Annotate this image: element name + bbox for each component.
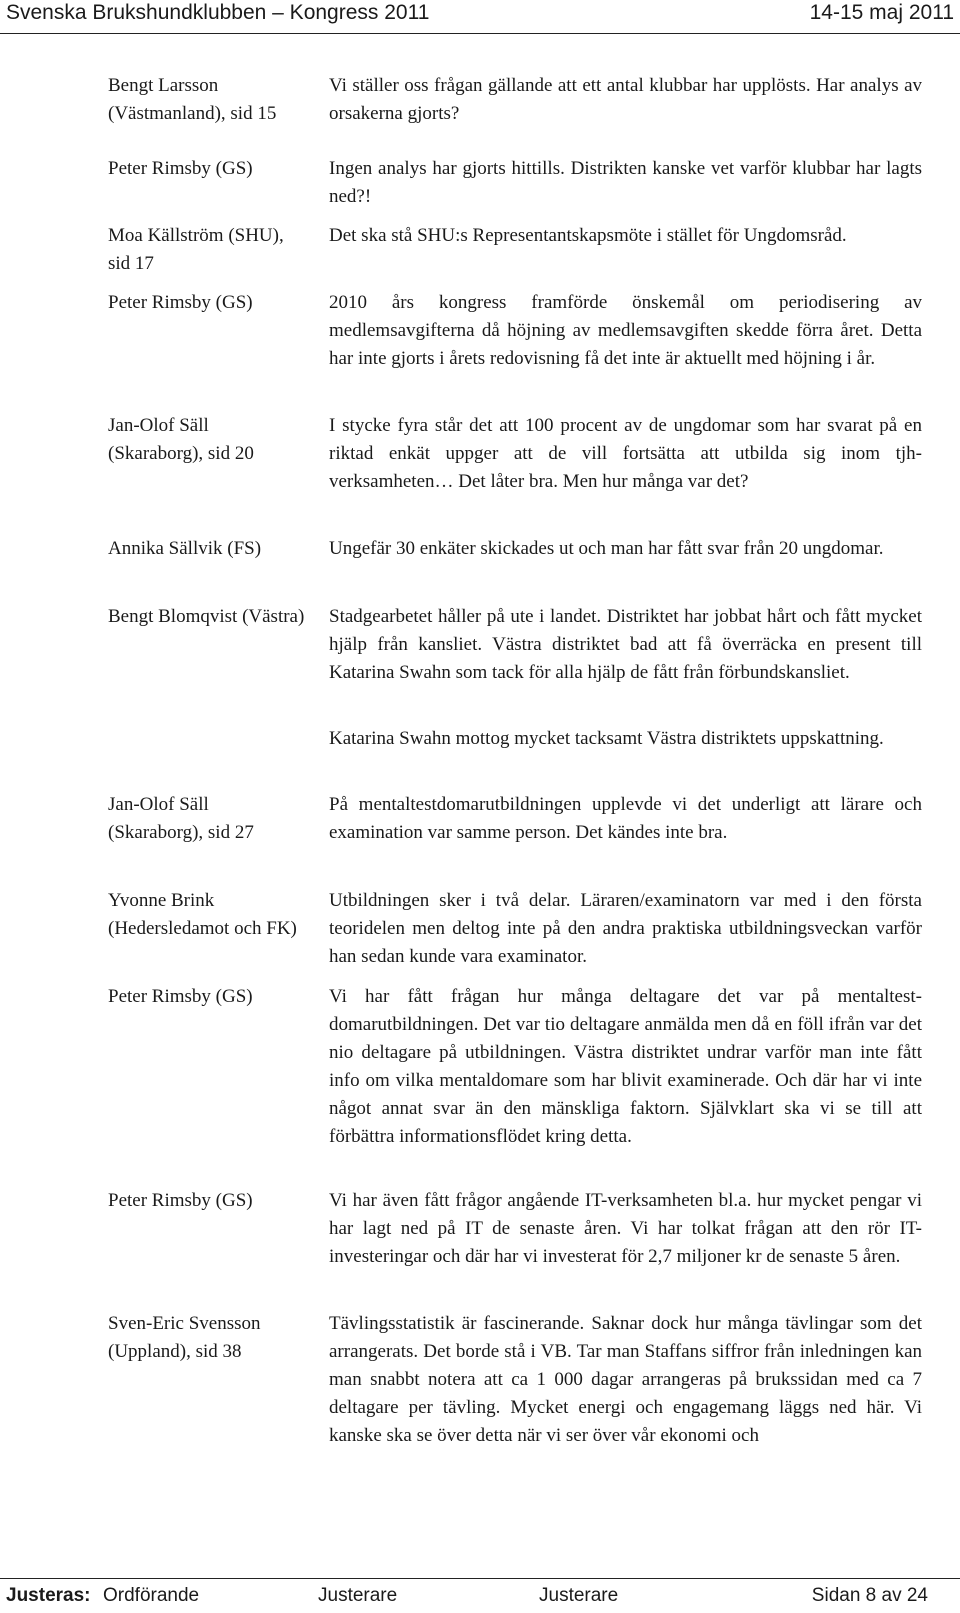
speaker-name: Bengt Larsson (Västmanland), sid 15 (108, 75, 277, 124)
entry-text: Ingen analys har gjorts hittills. Distrikten kanske vet varför klubbar har lagts ned?! (329, 158, 922, 207)
entry-text: Det ska stå SHU:s Representantskapsmöte i stället för Ungdomsråd. (329, 225, 847, 246)
header-divider (0, 33, 960, 34)
entry-text: På mentaltestdomarutbildningen upplevde vi det underligt att lärare och examination var samme person. Det kändes inte bra. (329, 794, 922, 843)
speaker-name: Jan-Olof Säll (Skaraborg), sid 27 (108, 794, 254, 843)
speaker-name: Moa Källström (SHU), sid 17 (108, 225, 284, 274)
speaker-name: Peter Rimsby (GS) (108, 158, 253, 179)
page-footer (0, 1585, 960, 1613)
speaker-name: Yvonne Brink (Hedersledamot och FK) (108, 890, 297, 939)
entry-text: Ungefär 30 enkäter skickades ut och man har fått svar från 20 ungdomar. (329, 538, 884, 559)
footer-ordforande: Ordförande (103, 1585, 200, 1606)
entry-text: Vi har även fått frågor angående IT-verksamheten bl.a. hur mycket pengar vi har lagt ned på IT de senaste åren. Vi har tolkat frågan att den rör IT-investeringar och där har vi investerat för 2,7 miljoner kr de senaste 5 åren. (329, 1190, 922, 1267)
header-title: Svenska Brukshundklubben – Kongress 2011 (6, 1, 430, 24)
speaker-name: Jan-Olof Säll (Skaraborg), sid 20 (108, 415, 254, 464)
footer-justerare-2: Justerare (539, 1585, 619, 1606)
entry-text: Tävlingsstatistik är fascinerande. Saknar dock hur många tävlingar som det arrangerats. Det borde stå i VB. Tar man Staffans siffror från inledningen kan man snabbt notera att ca 1 000 dagar arrangeras på brukssidan med ca 7 deltagare per tävling. Mycket energi och engagemang läggs ned här. Vi kanske ska se över detta när vi ser över vår ekonomi och (329, 1313, 922, 1446)
entry-text: Stadgearbetet håller på ute i landet. Distriktet har jobbat hårt och fått mycket hjälp från kansliet. Västra distriktet bad att få överräcka en present till Katarina Swahn som tack för alla hjälp de fått från förbundskansliet. (329, 606, 922, 683)
speaker-name: Sven-Eric Svensson (Uppland), sid 38 (108, 1313, 261, 1362)
footer-divider (0, 1578, 960, 1579)
footer-justerare-1: Justerare (318, 1585, 398, 1606)
entry-text: Katarina Swahn mottog mycket tacksamt Västra distriktets uppskattning. (329, 728, 884, 749)
speaker-name: Annika Sällvik (FS) (108, 538, 262, 559)
header-date: 14-15 maj 2011 (809, 1, 954, 24)
entry-text: Vi har fått frågan hur många deltagare det var på mentaltestdomarutbildningen. Det var tio deltagare anmälda men då en föll ifrån var det nio deltagare på utbildningen. Västra distriktet undrar varför man inte fått info om vilka mentaldomare som har blivit examinerade. Och där har vi inte något annat svar än den mänskliga faktorn. Självklart ska vi se till att förbättra informationsflödet kring detta. (329, 986, 922, 1147)
entry-text: Vi ställer oss frågan gällande att ett antal klubbar har upplösts. Har analys av orsakerna gjorts? (329, 75, 922, 124)
speaker-name: Bengt Blomqvist (Västra) (108, 606, 305, 627)
entry-text: Utbildningen sker i två delar. Läraren/examinatorn var med i den första teoridelen men deltog inte på den andra praktiska utbildningsveckan varför han sedan kunde vara examinator. (329, 890, 922, 967)
speaker-name: Peter Rimsby (GS) (108, 1190, 253, 1211)
footer-justeras-label: Justeras: (6, 1585, 91, 1606)
page-header (0, 0, 960, 32)
speaker-name: Peter Rimsby (GS) (108, 986, 253, 1007)
entry-text: I stycke fyra står det att 100 procent av de ungdomar som har svarat på en riktad enkät uppger att de vill fortsätta att utbilda sig inom tjh-verksamheten… Det låter bra. Men hur många var det? (329, 415, 922, 492)
entry-text: 2010 års kongress framförde önskemål om periodisering av medlemsavgifterna då höjning av medlemsavgiften skedde förra året. Detta har inte gjorts i årets redovisning få det inte är aktuellt med höjning i år. (329, 292, 922, 369)
footer-page-number: Sidan 8 av 24 (811, 1585, 928, 1606)
speaker-name: Peter Rimsby (GS) (108, 292, 253, 313)
